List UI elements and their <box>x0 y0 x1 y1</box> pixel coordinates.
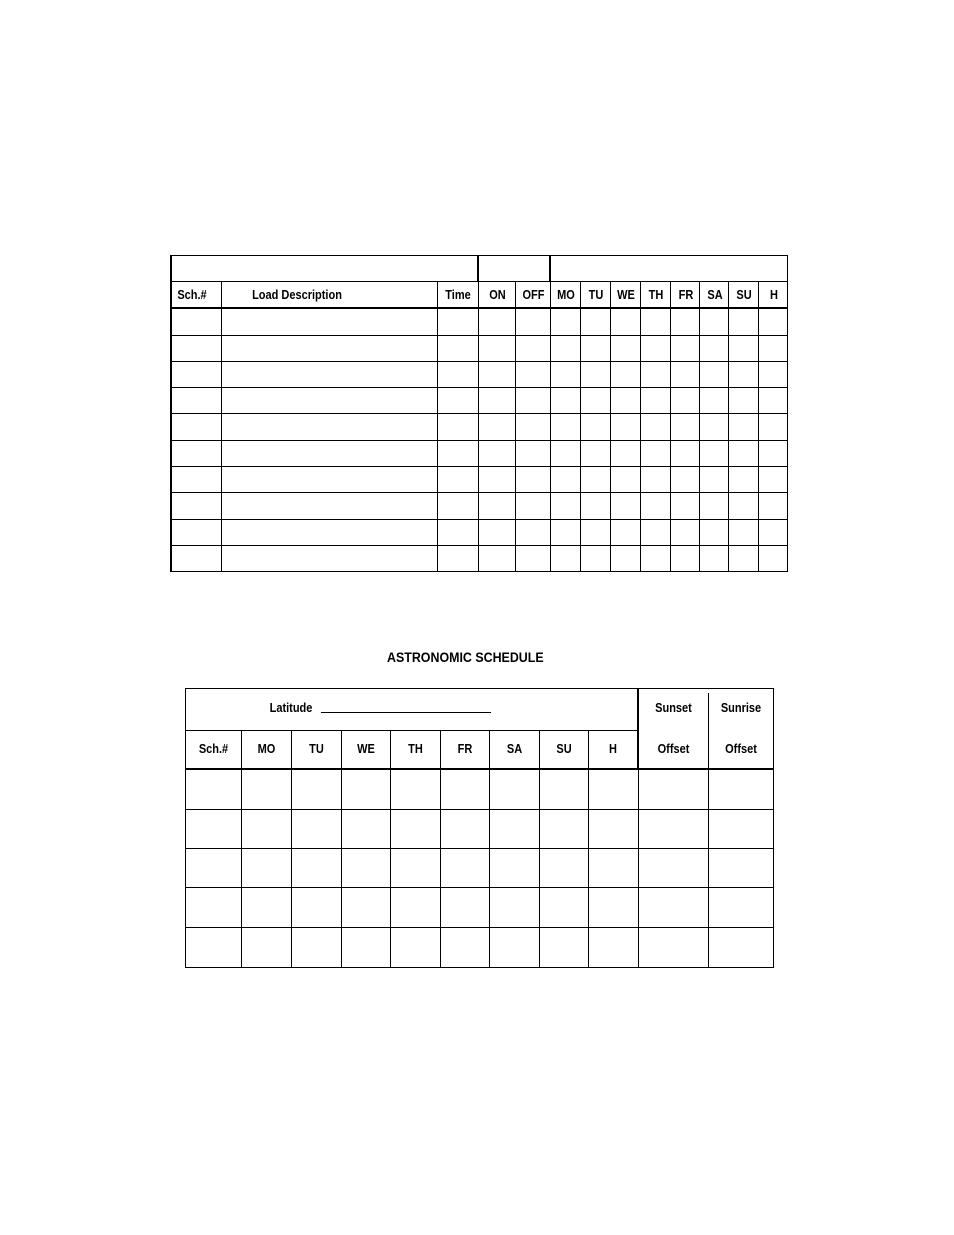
group-divider <box>549 256 551 282</box>
astronomic-schedule-title: ASTRONOMIC SCHEDULE <box>387 650 544 665</box>
latitude-label: Latitude <box>269 701 313 715</box>
col-line <box>489 731 490 968</box>
row-line <box>186 809 773 810</box>
offset-divider-lower <box>638 769 639 968</box>
row-line <box>172 387 788 388</box>
astro-header-h: H <box>609 742 617 756</box>
header-load-description: Load Description <box>252 287 342 302</box>
col-line <box>291 731 292 968</box>
col-line <box>390 731 391 968</box>
header-mo: MO <box>557 287 575 302</box>
col-line <box>478 282 479 572</box>
header-sch: Sch.# <box>177 287 207 302</box>
col-line <box>221 282 222 572</box>
header-off: OFF <box>522 287 545 302</box>
col-line <box>550 282 551 572</box>
header-time: Time <box>445 287 471 302</box>
astro-header-th: TH <box>408 742 423 756</box>
row-line <box>172 440 788 441</box>
header-h: H <box>770 287 778 302</box>
row-line <box>172 466 788 467</box>
col-line <box>699 282 700 572</box>
row-line <box>186 887 773 888</box>
col-line <box>610 282 611 572</box>
col-line <box>437 282 438 572</box>
astro-header-fr: FR <box>457 742 473 756</box>
astro-header-su: SU <box>556 742 572 756</box>
col-line <box>758 282 759 572</box>
col-line <box>728 282 729 572</box>
sunrise-header-bottom: Offset <box>725 742 757 756</box>
col-line <box>539 731 540 968</box>
header-on: ON <box>489 287 506 302</box>
astro-header-mo: MO <box>257 742 276 756</box>
col-line <box>241 731 242 968</box>
sunset-header-bottom: Offset <box>657 742 690 756</box>
header-fr: FR <box>678 287 694 302</box>
row-line <box>172 519 788 520</box>
header-tu: TU <box>588 287 604 302</box>
col-line <box>580 282 581 572</box>
row-line <box>172 335 788 336</box>
row-line <box>172 413 788 414</box>
astro-header-we: WE <box>357 742 375 756</box>
col-line <box>588 731 589 968</box>
header-bottom-line <box>186 768 773 770</box>
col-line <box>341 731 342 968</box>
time-schedule-table <box>170 255 788 572</box>
astro-header-tu: TU <box>309 742 324 756</box>
col-line <box>640 282 641 572</box>
row-line <box>172 492 788 493</box>
astro-header-sch: Sch.# <box>198 742 229 756</box>
row-line <box>186 848 773 849</box>
row-line <box>172 361 788 362</box>
header-we: WE <box>617 287 635 302</box>
group-divider <box>477 256 479 282</box>
col-line <box>670 282 671 572</box>
col-line <box>440 731 441 968</box>
sunset-header-top: Sunset <box>655 701 692 715</box>
offset-divider <box>637 689 639 769</box>
latitude-underline <box>321 712 491 713</box>
header-bottom-line <box>172 307 788 309</box>
sunrise-header-top: Sunrise <box>720 701 762 715</box>
header-th: TH <box>648 287 664 302</box>
header-su: SU <box>736 287 752 302</box>
latitude-row-line <box>186 730 638 731</box>
astronomic-schedule-table <box>185 688 774 968</box>
col-line <box>515 282 516 572</box>
header-sa: SA <box>707 287 723 302</box>
row-line <box>172 545 788 546</box>
astro-header-sa: SA <box>506 742 523 756</box>
row-line <box>186 927 773 928</box>
